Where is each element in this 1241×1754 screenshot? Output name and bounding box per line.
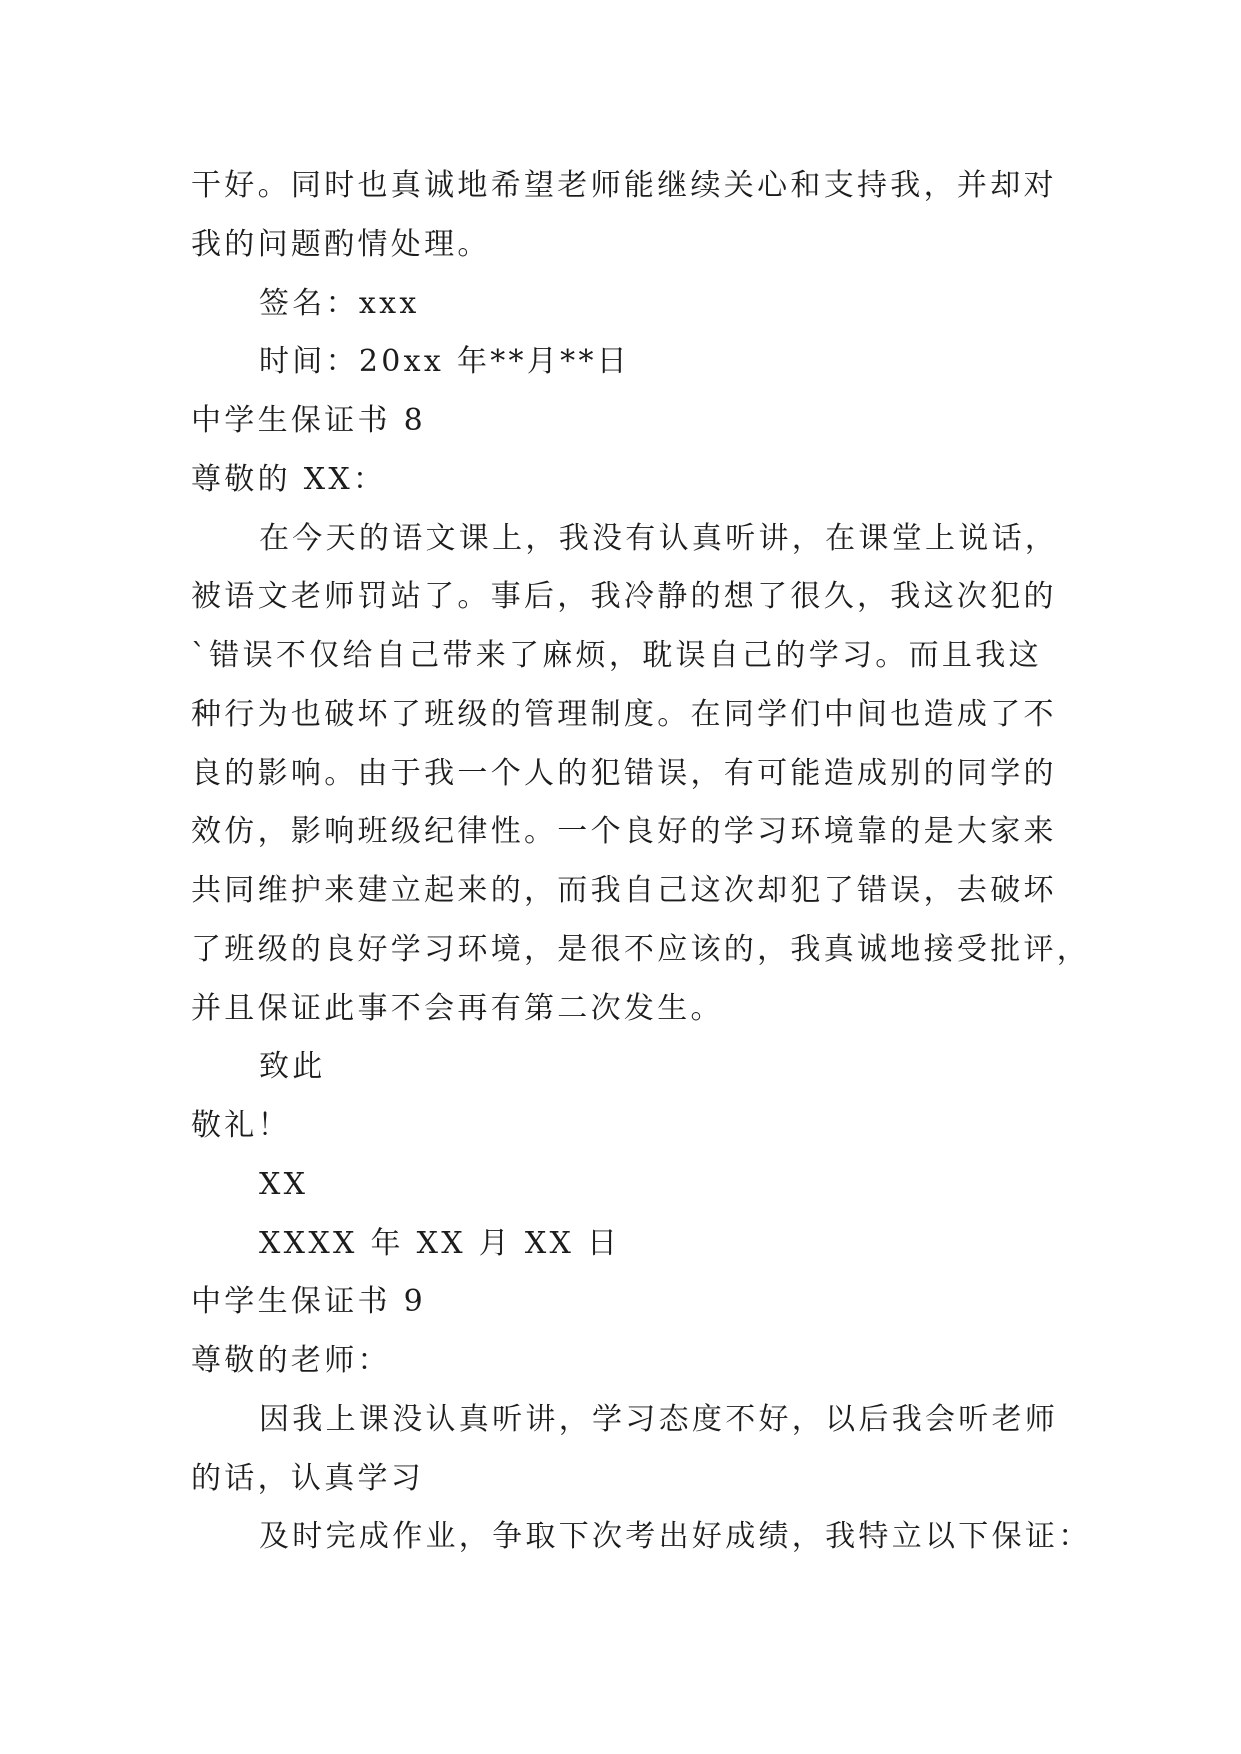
paragraph-line: 被语文老师罚站了。事后，我冷静的想了很久，我这次犯的 bbox=[191, 579, 1057, 615]
salutation: 尊敬的老师： bbox=[191, 1343, 391, 1378]
regards-line: 敬礼！ bbox=[191, 1108, 291, 1143]
date-line: 时间：20xx 年**月**日 bbox=[259, 344, 631, 380]
date-line: XXXX 年 XX 月 XX 日 bbox=[259, 1225, 621, 1261]
paragraph-line: 良的影响。由于我一个人的犯错误，有可能造成别的同学的 bbox=[191, 755, 1057, 791]
paragraph-line: `错误不仅给自己带来了麻烦，耽误自己的学习。而且我这 bbox=[191, 638, 1042, 673]
paragraph-line: 干好。同时也真诚地希望老师能继续关心和支持我，并却对 bbox=[191, 168, 1057, 203]
paragraph-line: 在今天的语文课上，我没有认真听讲，在课堂上说话， bbox=[259, 520, 1059, 556]
paragraph-line: 及时完成作业，争取下次考出好成绩，我特立以下保证： bbox=[259, 1519, 1092, 1555]
paragraph-line: 共同维护来建立起来的，而我自己这次却犯了错误，去破坏 bbox=[191, 873, 1057, 908]
paragraph-line: 因我上课没认真听讲，学习态度不好，以后我会听老师 bbox=[259, 1401, 1059, 1437]
paragraph-line: 种行为也破坏了班级的管理制度。在同学们中间也造成了不 bbox=[191, 696, 1057, 732]
section-title: 中学生保证书 8 bbox=[191, 403, 427, 438]
paragraph-line: 并且保证此事不会再有第二次发生。 bbox=[191, 990, 724, 1026]
paragraph-line: 的话，认真学习 bbox=[191, 1460, 425, 1496]
signer-line: XX bbox=[259, 1166, 309, 1202]
salutation: 尊敬的 XX： bbox=[191, 461, 387, 497]
signature-line: 签名：xxx bbox=[259, 285, 420, 321]
closing-line: 致此 bbox=[259, 1049, 326, 1085]
paragraph-line: 了班级的良好学习环境，是很不应该的，我真诚地接受批评， bbox=[191, 931, 1091, 967]
section-title: 中学生保证书 9 bbox=[191, 1284, 427, 1320]
paragraph-line: 我的问题酌情处理。 bbox=[191, 226, 491, 262]
paragraph-line: 效仿，影响班级纪律性。一个良好的学习环境靠的是大家来 bbox=[191, 814, 1057, 850]
